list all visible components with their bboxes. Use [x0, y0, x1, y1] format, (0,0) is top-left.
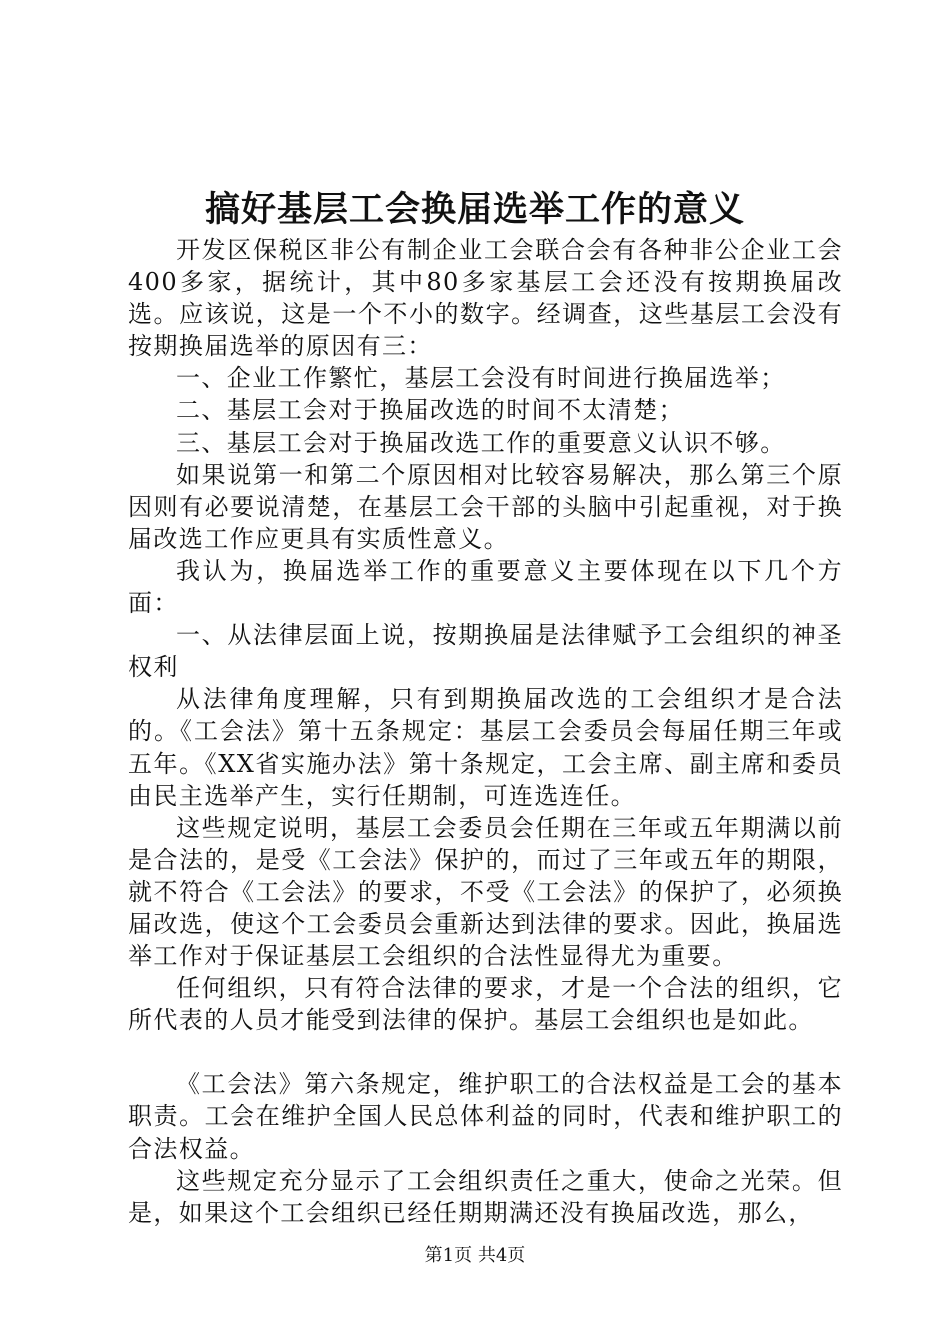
paragraph-reason-3: 三、基层工会对于换届改选工作的重要意义认识不够。 [176, 428, 786, 457]
page-number-footer: 第1页 共4页 [424, 1245, 526, 1266]
paragraph-legal-basis: 从法律角度理解，只有到期换届改选的工会组织才是合法的。《工会法》第十五条规定：基层工会委员会每届任期三年或五年。《XX省实施办法》第十条规定，工会主席、副主席和委员由民主选举产生，实行任期制，可连选连任。 [128, 685, 843, 810]
paragraph-responsibility: 这些规定充分显示了工会组织责任之重大，使命之光荣。但是，如果这个工会组织已经任期期满还没有换届改选，那么， [128, 1166, 843, 1227]
document-title: 搞好基层工会换届选举工作的意义 [204, 189, 745, 230]
paragraph-reason-1: 一、企业工作繁忙，基层工会没有时间进行换届选举； [176, 364, 786, 393]
paragraph-legal-organization: 任何组织，只有符合法律的要求，才是一个合法的组织，它所代表的人员才能受到法律的保护。基层工会组织也是如此。 [128, 974, 843, 1035]
paragraph-analysis: 如果说第一和第二个原因相对比较容易解决，那么第三个原因则有必要说清楚，在基层工会干部的头脑中引起重视，对于换届改选工作应更具有实质性意义。 [128, 460, 843, 553]
paragraph-opinion: 我认为，换届选举工作的重要意义主要体现在以下几个方面： [128, 556, 843, 618]
paragraph-legal-explanation: 这些规定说明，基层工会委员会任期在三年或五年期满以前是合法的，是受《工会法》保护的，而过了三年或五年的期限，就不符合《工会法》的要求，不受《工会法》的保护了，必须换届改选，使这个工会委员会重新达到法律的要求。因此，换届选举工作对于保证基层工会组织的合法性显得尤为重要。 [128, 813, 843, 971]
paragraph-point-1-heading: 一、从法律层面上说，按期换届是法律赋予工会组织的神圣权利 [128, 621, 843, 682]
document-body [128, 234, 843, 1229]
paragraph-intro: 开发区保税区非公有制企业工会联合会有各种非公企业工会400多家，据统计，其中80多家基层工会还没有按期换届改选。应该说，这是一个不小的数字。经调查，这些基层工会没有按期换届选举的原因有三： [128, 236, 843, 361]
paragraph-reason-2: 二、基层工会对于换届改选的时间不太清楚； [176, 396, 684, 425]
paragraph-article-6: 《工会法》第六条规定，维护职工的合法权益是工会的基本职责。工会在维护全国人民总体利益的同时，代表和维护职工的合法权益。 [128, 1070, 843, 1163]
